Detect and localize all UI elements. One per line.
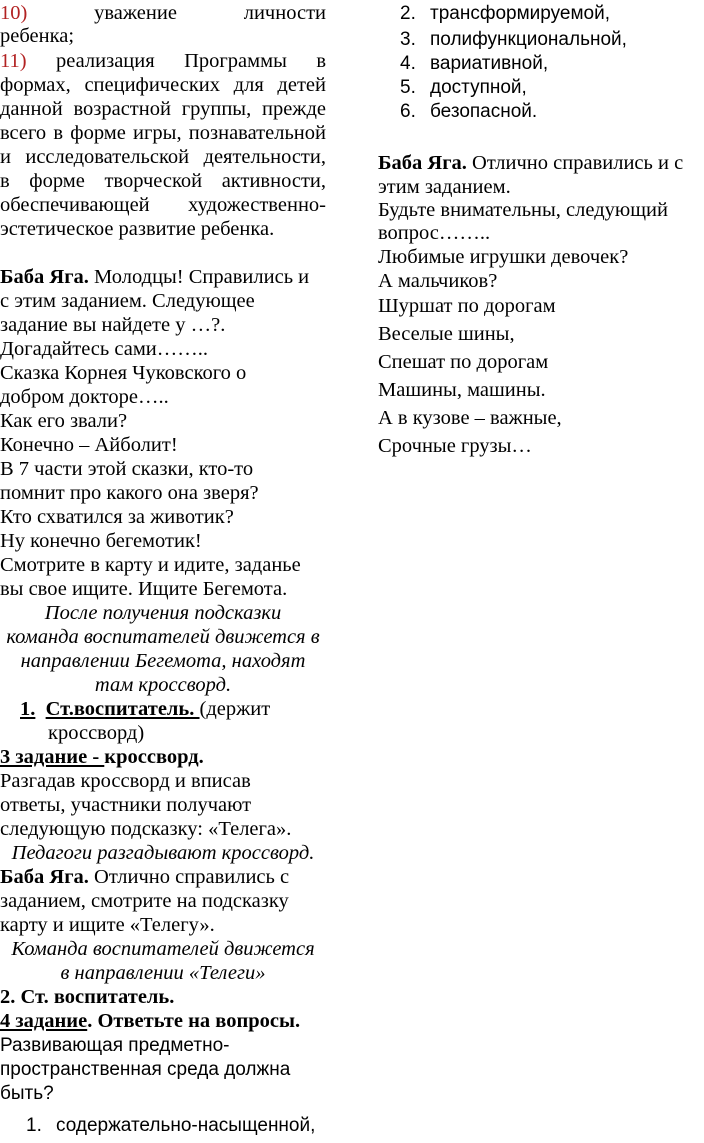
option-6 (400, 100, 537, 124)
item-10-text: уважение личности (94, 2, 327, 24)
speech-line: этим заданием. (378, 176, 511, 198)
step-number: 1. (20, 698, 36, 720)
speech-line: Догадайтесь сами…….. (0, 338, 209, 360)
option-text: содержательно-насыщенной, (56, 1115, 316, 1136)
option-number: 6. (400, 101, 416, 122)
option-1 (26, 1114, 315, 1138)
item-11-line: формах, специфических для детей (0, 74, 326, 96)
item-11-last: эстетическое развитие ребенка. (0, 218, 275, 240)
item-11-line: всего в форме игры, познавательной (0, 122, 326, 144)
speaker-name: Баба Яга. (378, 152, 467, 174)
speech-line: помнит про какого она зверя? (0, 482, 259, 504)
option-number: 2. (400, 3, 416, 24)
stage-direction: в направлении «Телеги» (60, 962, 266, 984)
speech-line: Срочные грузы… (378, 435, 532, 457)
speech-line: задание вы найдете у …?. (0, 314, 226, 336)
option-text: вариативной, (430, 53, 549, 74)
item-11-number: 11) (0, 50, 27, 72)
step-2 (0, 986, 174, 1010)
task-4-line: пространственная среда должна (0, 1059, 291, 1080)
speech-line: Будьте внимательны, следующий (378, 199, 668, 221)
option-number: 3. (400, 29, 416, 50)
item-11-line: обеспечивающей художественно- (0, 194, 326, 216)
stage-direction: там кроссворд. (94, 674, 232, 696)
stage-direction: Команда воспитателей движется (11, 938, 315, 960)
speech-text: Отлично справились и с (466, 152, 684, 174)
speech-line: А в кузове – важные, (378, 407, 562, 429)
item-11-line (0, 50, 326, 74)
speech-line: Веселые шины, (378, 323, 515, 345)
speech-text: Молодцы! Справились и (88, 266, 310, 288)
speech-text: Отлично справились с (88, 866, 290, 888)
option-text: трансформируемой, (430, 3, 610, 24)
stage-direction: Педагоги разгадывают кроссворд. (11, 842, 315, 864)
speaker-name: Баба Яга. (0, 866, 89, 888)
speech-line: заданием, смотрите на подсказку (0, 890, 289, 912)
step-1 (20, 698, 270, 722)
speech-line: добром докторе….. (0, 386, 169, 408)
option-text: доступной, (430, 77, 527, 98)
speech-line: с этим заданием. Следующее (0, 290, 255, 312)
item-10-line (0, 2, 326, 26)
speaker-name: Баба Яга. (0, 266, 89, 288)
speech-line: вопрос…….. (378, 222, 491, 244)
task-4-title: . Ответьте на вопросы. (87, 1010, 301, 1032)
item-10-number: 10) (0, 2, 28, 24)
option-number: 1. (26, 1115, 42, 1136)
option-3 (400, 28, 627, 52)
task-3-line: ответы, участники получают (0, 794, 252, 816)
speech-line: Любимые игрушки девочек? (378, 246, 629, 268)
task-4-line: быть? (0, 1083, 54, 1104)
step-note-cont: кроссворд) (48, 722, 145, 744)
speech-line: вы свое ищите. Ищите Бегемота. (0, 578, 288, 600)
option-5 (400, 76, 527, 100)
option-text: полифункциональной, (430, 29, 627, 50)
speech-line: Как его звали? (0, 410, 128, 432)
stage-direction: команда воспитателей движется в (6, 626, 320, 648)
task-3-heading (0, 746, 204, 770)
task-3-line: Разгадав кроссворд и вписав (0, 770, 251, 792)
speech-line: карту и ищите «Телегу». (0, 914, 215, 936)
task-4-line: Развивающая предметно- (0, 1035, 230, 1056)
item-11-line: в форме творческой активности, (0, 170, 326, 192)
speech-line: Смотрите в карту и идите, заданье (0, 554, 301, 576)
task-3-label: 3 задание - (0, 746, 105, 768)
step-2-label: 2. Ст. воспитатель. (0, 986, 175, 1008)
option-number: 5. (400, 77, 416, 98)
task-4-label: 4 задание (0, 1010, 88, 1032)
step-note: (держит (199, 698, 271, 720)
step-role: Ст.воспитатель. (45, 698, 200, 720)
baba-yaga-line (378, 152, 683, 176)
option-number: 4. (400, 53, 416, 74)
option-text: безопасной. (430, 101, 538, 122)
item-10-cont: ребенка; (0, 25, 75, 47)
speech-line: Шуршат по дорогам (378, 295, 556, 317)
speech-line: Машины, машины. (378, 379, 546, 401)
stage-direction: После получения подсказки (44, 602, 282, 624)
speech-line: А мальчиков? (378, 270, 498, 292)
task-4-heading (0, 1010, 300, 1034)
task-3-title: кроссворд. (104, 746, 204, 768)
stage-direction: направлении Бегемота, находят (20, 650, 306, 672)
item-11-line: и исследовательской деятельности, (0, 146, 326, 168)
speech-line: Кто схватился за животик? (0, 506, 234, 528)
option-2 (400, 2, 610, 26)
task-3-line: следующую подсказку: «Телега». (0, 818, 292, 840)
speech-line: Сказка Корнея Чуковского о (0, 362, 247, 384)
baba-yaga-line (0, 866, 289, 890)
option-4 (400, 52, 548, 76)
speech-line: Ну конечно бегемотик! (0, 530, 202, 552)
item-11-line: данной возрастной группы, прежде (0, 98, 326, 120)
item-11-text: реализация Программы в (56, 50, 326, 72)
speech-line: Конечно – Айболит! (0, 434, 178, 456)
speech-line: В 7 части этой сказки, кто-то (0, 458, 254, 480)
baba-yaga-line (0, 266, 309, 290)
speech-line: Спешат по дорогам (378, 351, 549, 373)
